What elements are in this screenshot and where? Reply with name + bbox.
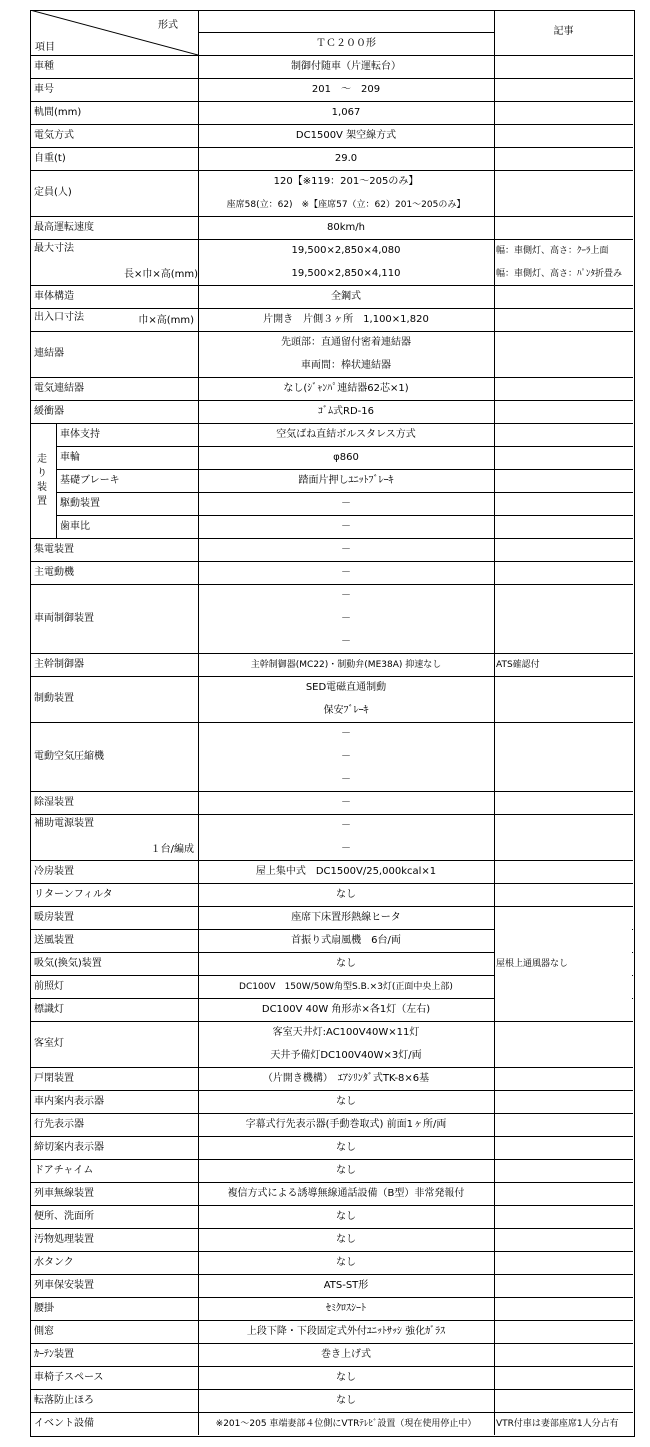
row-label: イベント設備	[34, 1417, 94, 1429]
row-value: DC100V 150W/50W角型S.B.×3灯(正面中央上部)	[239, 981, 453, 992]
row-label: 除湿装置	[34, 796, 74, 808]
row-divider	[30, 239, 633, 240]
row-divider	[30, 860, 633, 861]
row-divider	[30, 331, 633, 332]
row-label: 腰掛	[34, 1302, 54, 1314]
row-divider	[56, 446, 633, 447]
row-divider	[30, 814, 633, 815]
row-value: 120【※119：201～205のみ】	[273, 175, 419, 187]
row-note: 幅：車側灯、高さ：ﾊﾟﾝﾀ折畳み	[496, 268, 623, 279]
row-divider	[30, 147, 633, 148]
row-value: 19,500×2,850×4,080	[291, 244, 401, 256]
row-divider	[30, 101, 633, 102]
row-value: 首振り式扇風機 6台/両	[291, 934, 401, 946]
row-divider	[30, 285, 633, 286]
row-value: DC100V 40W 角形赤×各1灯（左右)	[261, 1003, 431, 1015]
row-sublabel: １台/編成	[150, 844, 194, 855]
row-value: －	[341, 566, 351, 578]
row-value: －	[341, 520, 351, 532]
row-label: 制動装置	[34, 693, 74, 704]
row-label: 戸閉装置	[34, 1072, 74, 1084]
row-value: －	[341, 773, 351, 785]
row-divider	[30, 1113, 633, 1114]
row-value: なし	[336, 957, 356, 969]
row-label: 最大寸法	[34, 243, 74, 254]
row-divider	[30, 1366, 633, 1367]
row-value: SED電磁直通制動	[305, 681, 387, 693]
row-value: 踏面片押しﾕﾆｯﾄﾌﾞﾚｰｷ	[298, 474, 394, 486]
row-label: リターンフィルタ	[34, 888, 113, 900]
row-divider	[56, 469, 633, 470]
header-divider	[198, 32, 494, 33]
row-label: 前照灯	[34, 980, 64, 992]
row-divider	[30, 78, 633, 79]
row-label: 標識灯	[34, 1003, 64, 1015]
row-value: 29.0	[334, 152, 358, 164]
header-diagonal	[30, 10, 198, 55]
row-label: 車体構造	[34, 290, 74, 302]
header-bottom	[30, 55, 633, 56]
row-value: 1,067	[331, 106, 361, 118]
row-value: なし	[336, 1394, 356, 1406]
row-value: なし	[336, 1256, 356, 1268]
row-label: 転落防止ほろ	[34, 1394, 94, 1406]
row-label: 電気連結器	[34, 382, 84, 394]
header-item-label: 項目	[35, 42, 55, 53]
row-label: 側窓	[34, 1325, 54, 1337]
row-label: 駆動装置	[60, 497, 100, 509]
row-divider	[30, 653, 633, 654]
row-divider	[30, 1343, 633, 1344]
row-label: ドアチャイム	[34, 1164, 94, 1176]
running-gear-divider	[56, 423, 57, 538]
header-form-label: 形式	[158, 20, 178, 31]
row-value: なし	[336, 1164, 356, 1176]
row-value: －	[341, 727, 351, 739]
row-divider	[30, 1320, 633, 1321]
row-note: ATS確認付	[496, 659, 540, 670]
row-divider	[30, 538, 633, 539]
row-value: －	[341, 819, 351, 831]
row-label: 車種	[34, 60, 54, 72]
row-label: 送風装置	[34, 934, 74, 946]
row-label: 連結器	[34, 348, 64, 359]
row-label: 車内案内表示器	[34, 1095, 104, 1107]
header-notes-label: 記事	[553, 26, 574, 37]
row-value: なし(ｼﾞｬﾝﾊﾟ連結器62芯×1)	[283, 382, 409, 394]
row-label: 主電動機	[34, 566, 74, 578]
row-value: ※201～205 車端妻部４位側にVTRﾃﾚﾋﾞ設置（現在使用停止中）	[215, 1418, 477, 1429]
row-value: －	[341, 842, 351, 854]
row-value: －	[341, 796, 351, 808]
row-divider	[30, 791, 633, 792]
row-value: 19,500×2,850×4,110	[291, 267, 401, 279]
row-label: 冷房装置	[34, 865, 74, 877]
row-label: 軌間(mm)	[34, 106, 82, 118]
row-label: 列車無線装置	[34, 1187, 94, 1199]
row-divider	[30, 400, 633, 401]
row-value: ATS-ST形	[323, 1279, 369, 1291]
row-value: 全鋼式	[331, 290, 361, 302]
row-note: VTR付車は妻部座席1人分占有	[496, 1418, 619, 1429]
row-divider	[30, 561, 633, 562]
running-gear-label: 走り装置	[37, 454, 47, 507]
row-label: ｶｰﾃﾝ装置	[34, 1348, 74, 1360]
row-label: 吸気(換気)装置	[34, 957, 102, 969]
row-value: 字幕式行先表示器(手動巻取式) 前面1ヶ所/両	[245, 1118, 447, 1130]
row-note: 幅：車側灯、高さ：ｸｰﾗ上面	[496, 245, 609, 256]
row-value: 複信方式による誘導無線通話設備（B型）非常発報付	[227, 1187, 465, 1199]
row-label: 車両制御装置	[34, 612, 94, 624]
row-divider	[30, 308, 633, 309]
row-value: －	[341, 612, 351, 624]
row-label: 列車保安装置	[34, 1279, 94, 1291]
row-divider	[30, 1228, 633, 1229]
row-divider	[30, 584, 633, 585]
row-value: なし	[336, 1371, 356, 1383]
header-model: ＴＣ２００形	[316, 38, 376, 49]
row-value: ｾﾐｸﾛｽｼｰﾄ	[326, 1302, 366, 1314]
row-note: 屋根上通風器なし	[496, 958, 569, 969]
row-label: 締切案内表示器	[34, 1141, 104, 1153]
row-value: －	[341, 635, 351, 647]
row-label: 歯車比	[60, 520, 90, 532]
row-value: 空気ばね直結ボルスタレス方式	[276, 428, 416, 440]
row-value: なし	[336, 1233, 356, 1245]
row-label: 汚物処理装置	[34, 1233, 94, 1245]
row-label: 車椅子スペース	[34, 1371, 104, 1383]
row-label: 主幹制御器	[34, 658, 84, 670]
row-divider	[30, 377, 633, 378]
row-divider	[30, 1412, 633, 1413]
row-value: なし	[336, 888, 356, 900]
row-divider	[56, 515, 633, 516]
row-sublabel: 巾×高(mm)	[138, 315, 194, 326]
row-label: 出入口寸法	[34, 312, 84, 323]
row-divider	[30, 423, 633, 424]
row-label: 基礎ブレーキ	[60, 474, 120, 486]
row-label: 便所、洗面所	[34, 1210, 94, 1222]
row-value: 先頭部：直通留付密着連結器	[281, 336, 411, 348]
row-divider	[30, 1136, 633, 1137]
row-value: なし	[336, 1141, 356, 1153]
row-divider	[30, 170, 633, 171]
row-divider	[30, 1159, 633, 1160]
row-value: 保安ﾌﾞﾚｰｷ	[323, 704, 369, 716]
row-value: （片開き機構） ｴｱｼﾘﾝﾀﾞ式TK-8×6基	[262, 1072, 430, 1084]
row-divider	[30, 124, 633, 125]
row-divider	[30, 1274, 633, 1275]
row-label: 集電装置	[34, 543, 74, 555]
row-label: 最高運転速度	[34, 221, 94, 233]
row-divider	[30, 1021, 633, 1022]
row-label: 客室灯	[34, 1038, 64, 1049]
row-value: DC1500V 架空線方式	[295, 129, 397, 141]
row-label: 電動空気圧縮機	[34, 750, 104, 762]
row-label: 電気方式	[34, 129, 74, 141]
row-value: －	[341, 543, 351, 555]
row-label: 水タンク	[34, 1256, 74, 1268]
row-sublabel: 長×巾×高(mm)	[124, 269, 199, 280]
row-value: 車両間：棒状連結器	[301, 359, 391, 371]
row-value: なし	[336, 1095, 356, 1107]
row-value: －	[341, 750, 351, 762]
row-divider	[30, 1389, 633, 1390]
row-divider	[30, 1067, 633, 1068]
row-value: 片開き 片側３ヶ所 1,100×1,820	[263, 313, 429, 325]
row-value: 上段下降・下段固定式外付ﾕﾆｯﾄｻｯｼ 強化ｶﾞﾗｽ	[246, 1325, 446, 1337]
row-divider	[30, 676, 633, 677]
row-label: 自重(t)	[34, 152, 66, 164]
row-divider	[30, 1297, 633, 1298]
row-divider	[30, 883, 633, 884]
row-value: なし	[336, 1210, 356, 1222]
row-value: 80km/h	[327, 221, 365, 233]
row-value: －	[341, 589, 351, 601]
row-value: 201 ～ 209	[311, 83, 381, 95]
row-value: 巻き上げ式	[321, 1348, 371, 1360]
row-label: 行先表示器	[34, 1118, 84, 1130]
row-label: 車体支持	[60, 428, 100, 440]
row-value: 屋上集中式 DC1500V/25,000kcal×1	[255, 865, 437, 877]
row-divider	[30, 1205, 633, 1206]
row-label: 車号	[34, 83, 54, 95]
row-label: 暖房装置	[34, 911, 74, 923]
row-value: 座席58(立：62) ※【座席57（立：62）201～205のみ】	[226, 199, 466, 210]
row-value: 制御付随車（片運転台）	[291, 60, 401, 72]
row-value: －	[341, 497, 351, 509]
row-label: 補助電源装置	[34, 818, 94, 829]
row-divider	[30, 216, 633, 217]
row-label: 緩衝器	[34, 405, 64, 417]
row-divider	[30, 1182, 633, 1183]
row-value: 主幹制御器(MC22)・制動弁(ME38A) 抑速なし	[250, 659, 442, 670]
row-label: 車輪	[60, 451, 80, 463]
row-value: 天井予備灯DC100V40W×3灯/両	[270, 1049, 422, 1061]
row-value: 座席下床置形熱線ヒータ	[291, 911, 401, 923]
row-divider	[30, 1090, 633, 1091]
row-divider	[30, 722, 633, 723]
row-divider	[30, 1251, 633, 1252]
row-label: 定員(人)	[34, 187, 72, 198]
row-value: φ860	[333, 451, 359, 463]
row-divider	[56, 492, 633, 493]
row-value: 客室天井灯:AC100V40W×11灯	[272, 1026, 420, 1038]
row-value: ｺﾞﾑ式RD-16	[318, 405, 374, 417]
